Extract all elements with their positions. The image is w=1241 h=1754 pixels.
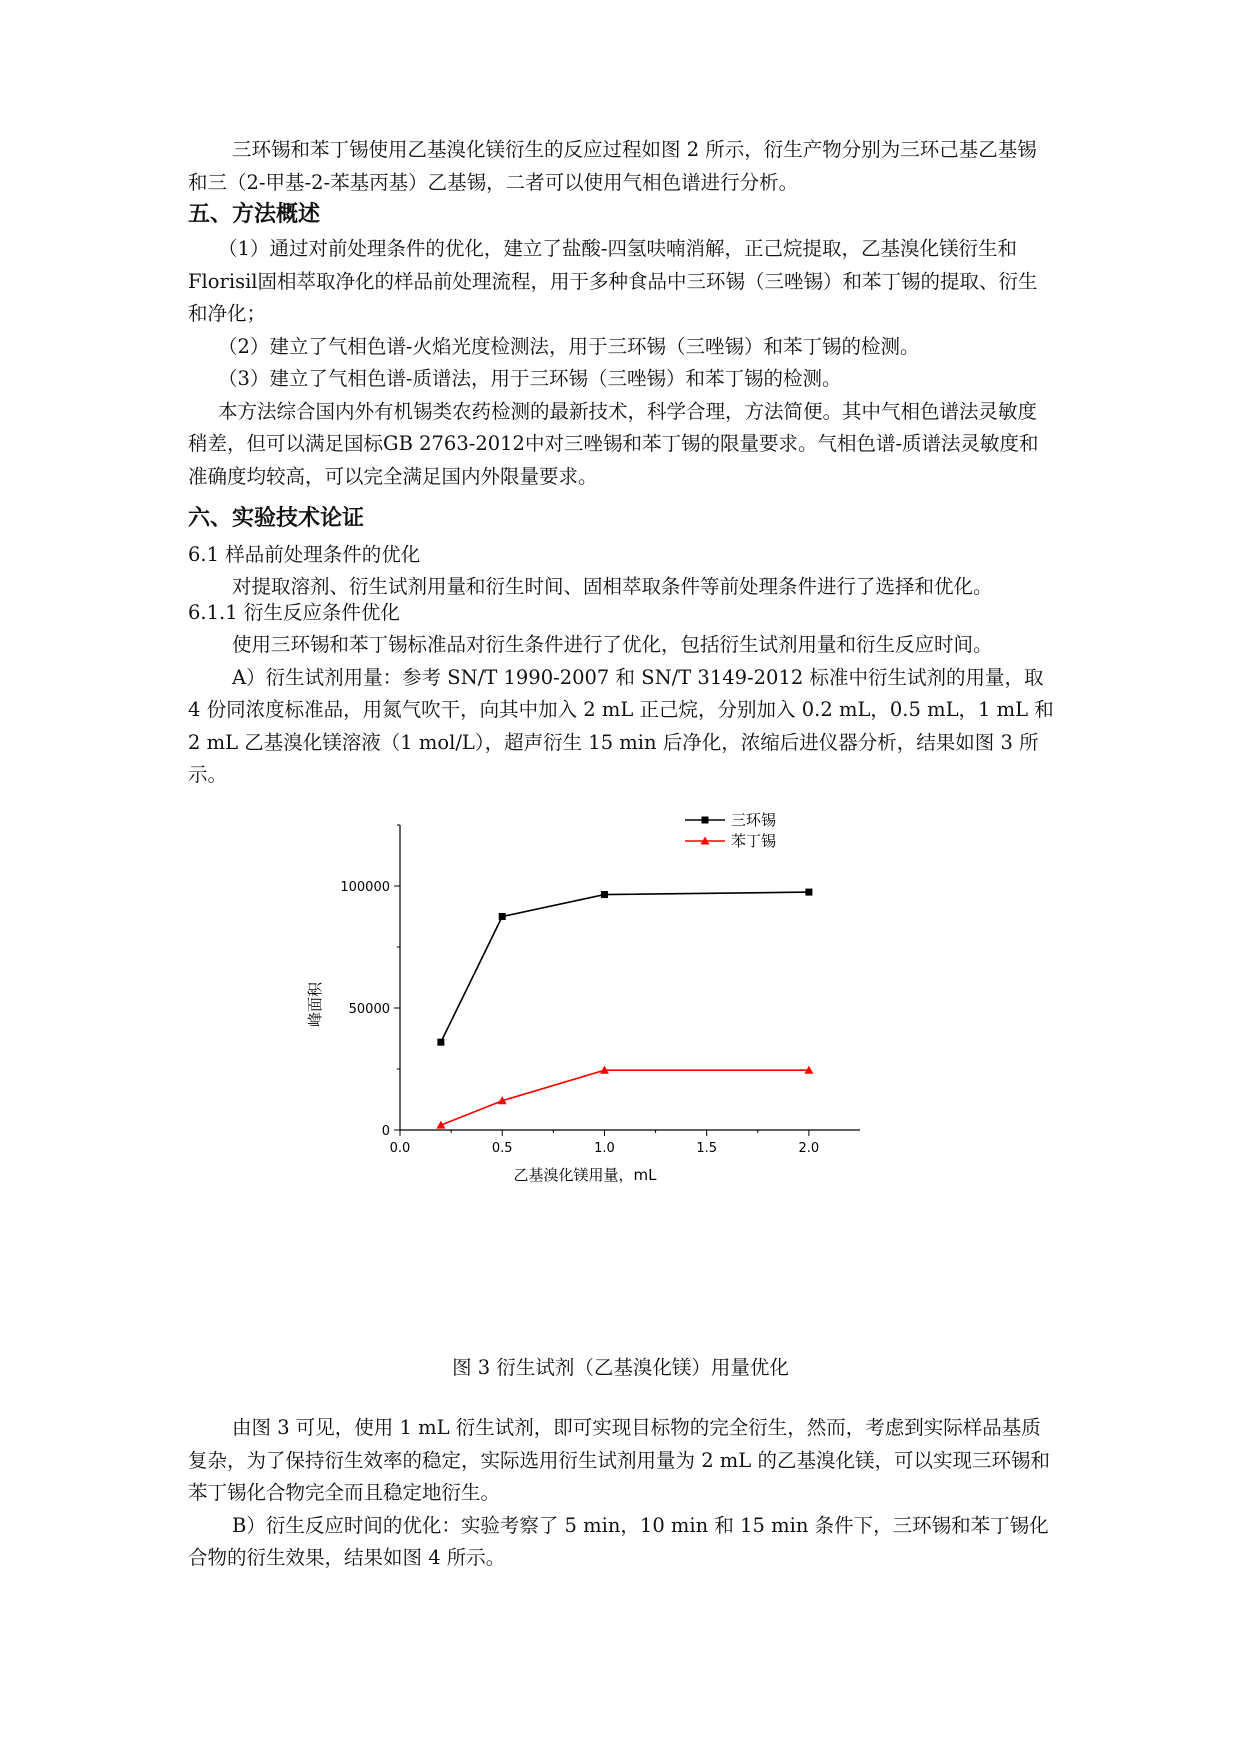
y-tick-label: 50000 [348,1002,390,1017]
data-point [601,891,608,898]
section-6-1-1-heading: 6.1.1 衍生反应条件优化 [188,601,400,624]
data-point [499,913,506,920]
derivatization-reagent-chart [270,805,890,1325]
legend-marker [702,817,709,824]
x-tick-label: 1.0 [594,1141,615,1156]
series-line [441,892,809,1042]
legend-label: 三环锡 [731,811,777,829]
y-tick-label: 0 [381,1124,390,1139]
after-text-1: 由图 3 可见，使用 1 mL 衍生试剂，即可实现目标物的完全衍生，然而，考虑到实际样品基质复杂，为了保持衍生效率的稳定，实际选用衍生试剂用量为 2 mL 的乙基溴化镁，可以实现三环锡和苯丁锡化合物完全而且稳定地衍生。 [188,1416,1050,1504]
after-figure-body [188,1412,1054,1575]
section-6-1-1-body [188,629,1054,792]
section-5-body [188,233,1054,493]
y-tick-label: 100000 [340,880,390,895]
s61-text: 对提取溶剂、衍生试剂用量和衍生时间、固相萃取条件等前处理条件进行了选择和优化。 [232,575,993,598]
series-line [441,1070,809,1125]
x-tick-label: 0.0 [389,1141,411,1156]
s611-text-1: 使用三环锡和苯丁锡标准品对衍生条件进行了优化，包括衍生试剂用量和衍生反应时间。 [232,633,993,656]
data-point [805,889,812,896]
section-5-heading: 五、方法概述 [188,202,321,227]
intro-text: 三环锡和苯丁锡使用乙基溴化镁衍生的反应过程如图 2 所示，衍生产物分别为三环己基乙基锡和三（2-甲基-2-苯基丙基）乙基锡，二者可以使用气相色谱进行分析。 [188,138,1037,194]
figure-caption: 图 3 衍生试剂（乙基溴化镁）用量优化 [452,1356,789,1379]
y-axis-label: 峰面积 [306,981,324,1028]
s5-item-2: （2）建立了气相色谱-火焰光度检测法，用于三环锡（三唑锡）和苯丁锡的检测。 [218,334,920,358]
section-6-1-heading: 6.1 样品前处理条件的优化 [188,543,421,566]
s611-text-2: A）衍生试剂用量：参考 SN/T 1990-2007 和 SN/T 3149-2012 标准中衍生试剂的用量，取 4 份同浓度标准品，用氮气吹干，向其中加入 2 mL 正己烷，分别加入 0.2 mL，0.5 mL，1 mL 和 2 mL 乙基溴化镁溶液（1 mol/L），超声衍生 15 min 后净化，浓缩后进仪器分析，结果如图 3 所示。 [188,665,1054,786]
after-text-2: B）衍生反应时间的优化：实验考察了 5 min，10 min 和 15 min 条件下，三环锡和苯丁锡化合物的衍生效果，结果如图 4 所示。 [188,1513,1049,1569]
x-tick-label: 1.5 [696,1141,718,1156]
legend-label: 苯丁锡 [731,832,777,850]
x-axis-label: 乙基溴化镁用量，mL [513,1166,657,1184]
x-tick-label: 0.5 [491,1141,513,1156]
data-point [437,1039,444,1046]
s5-summary: 本方法综合国内外有机锡类农药检测的最新技术，科学合理，方法简便。其中气相色谱法灵敏度稍差，但可以满足国标GB 2763-2012中对三唑锡和苯丁锡的限量要求。气相色谱-质谱法灵敏度和准确度均较高，可以完全满足国内外限量要求。 [188,399,1039,488]
x-tick-label: 2.0 [798,1141,820,1156]
intro-paragraph [188,134,1054,199]
s5-item-3: （3）建立了气相色谱-质谱法，用于三环锡（三唑锡）和苯丁锡的检测。 [218,367,842,390]
s5-item-1: （1）通过对前处理条件的优化，建立了盐酸-四氢呋喃消解，正己烷提取，乙基溴化镁衍生和Florisil固相萃取净化的样品前处理流程，用于多种食品中三环锡（三唑锡）和苯丁锡的提取、衍生和净化； [188,237,1038,325]
section-6-heading: 六、实验技术论证 [188,506,365,531]
